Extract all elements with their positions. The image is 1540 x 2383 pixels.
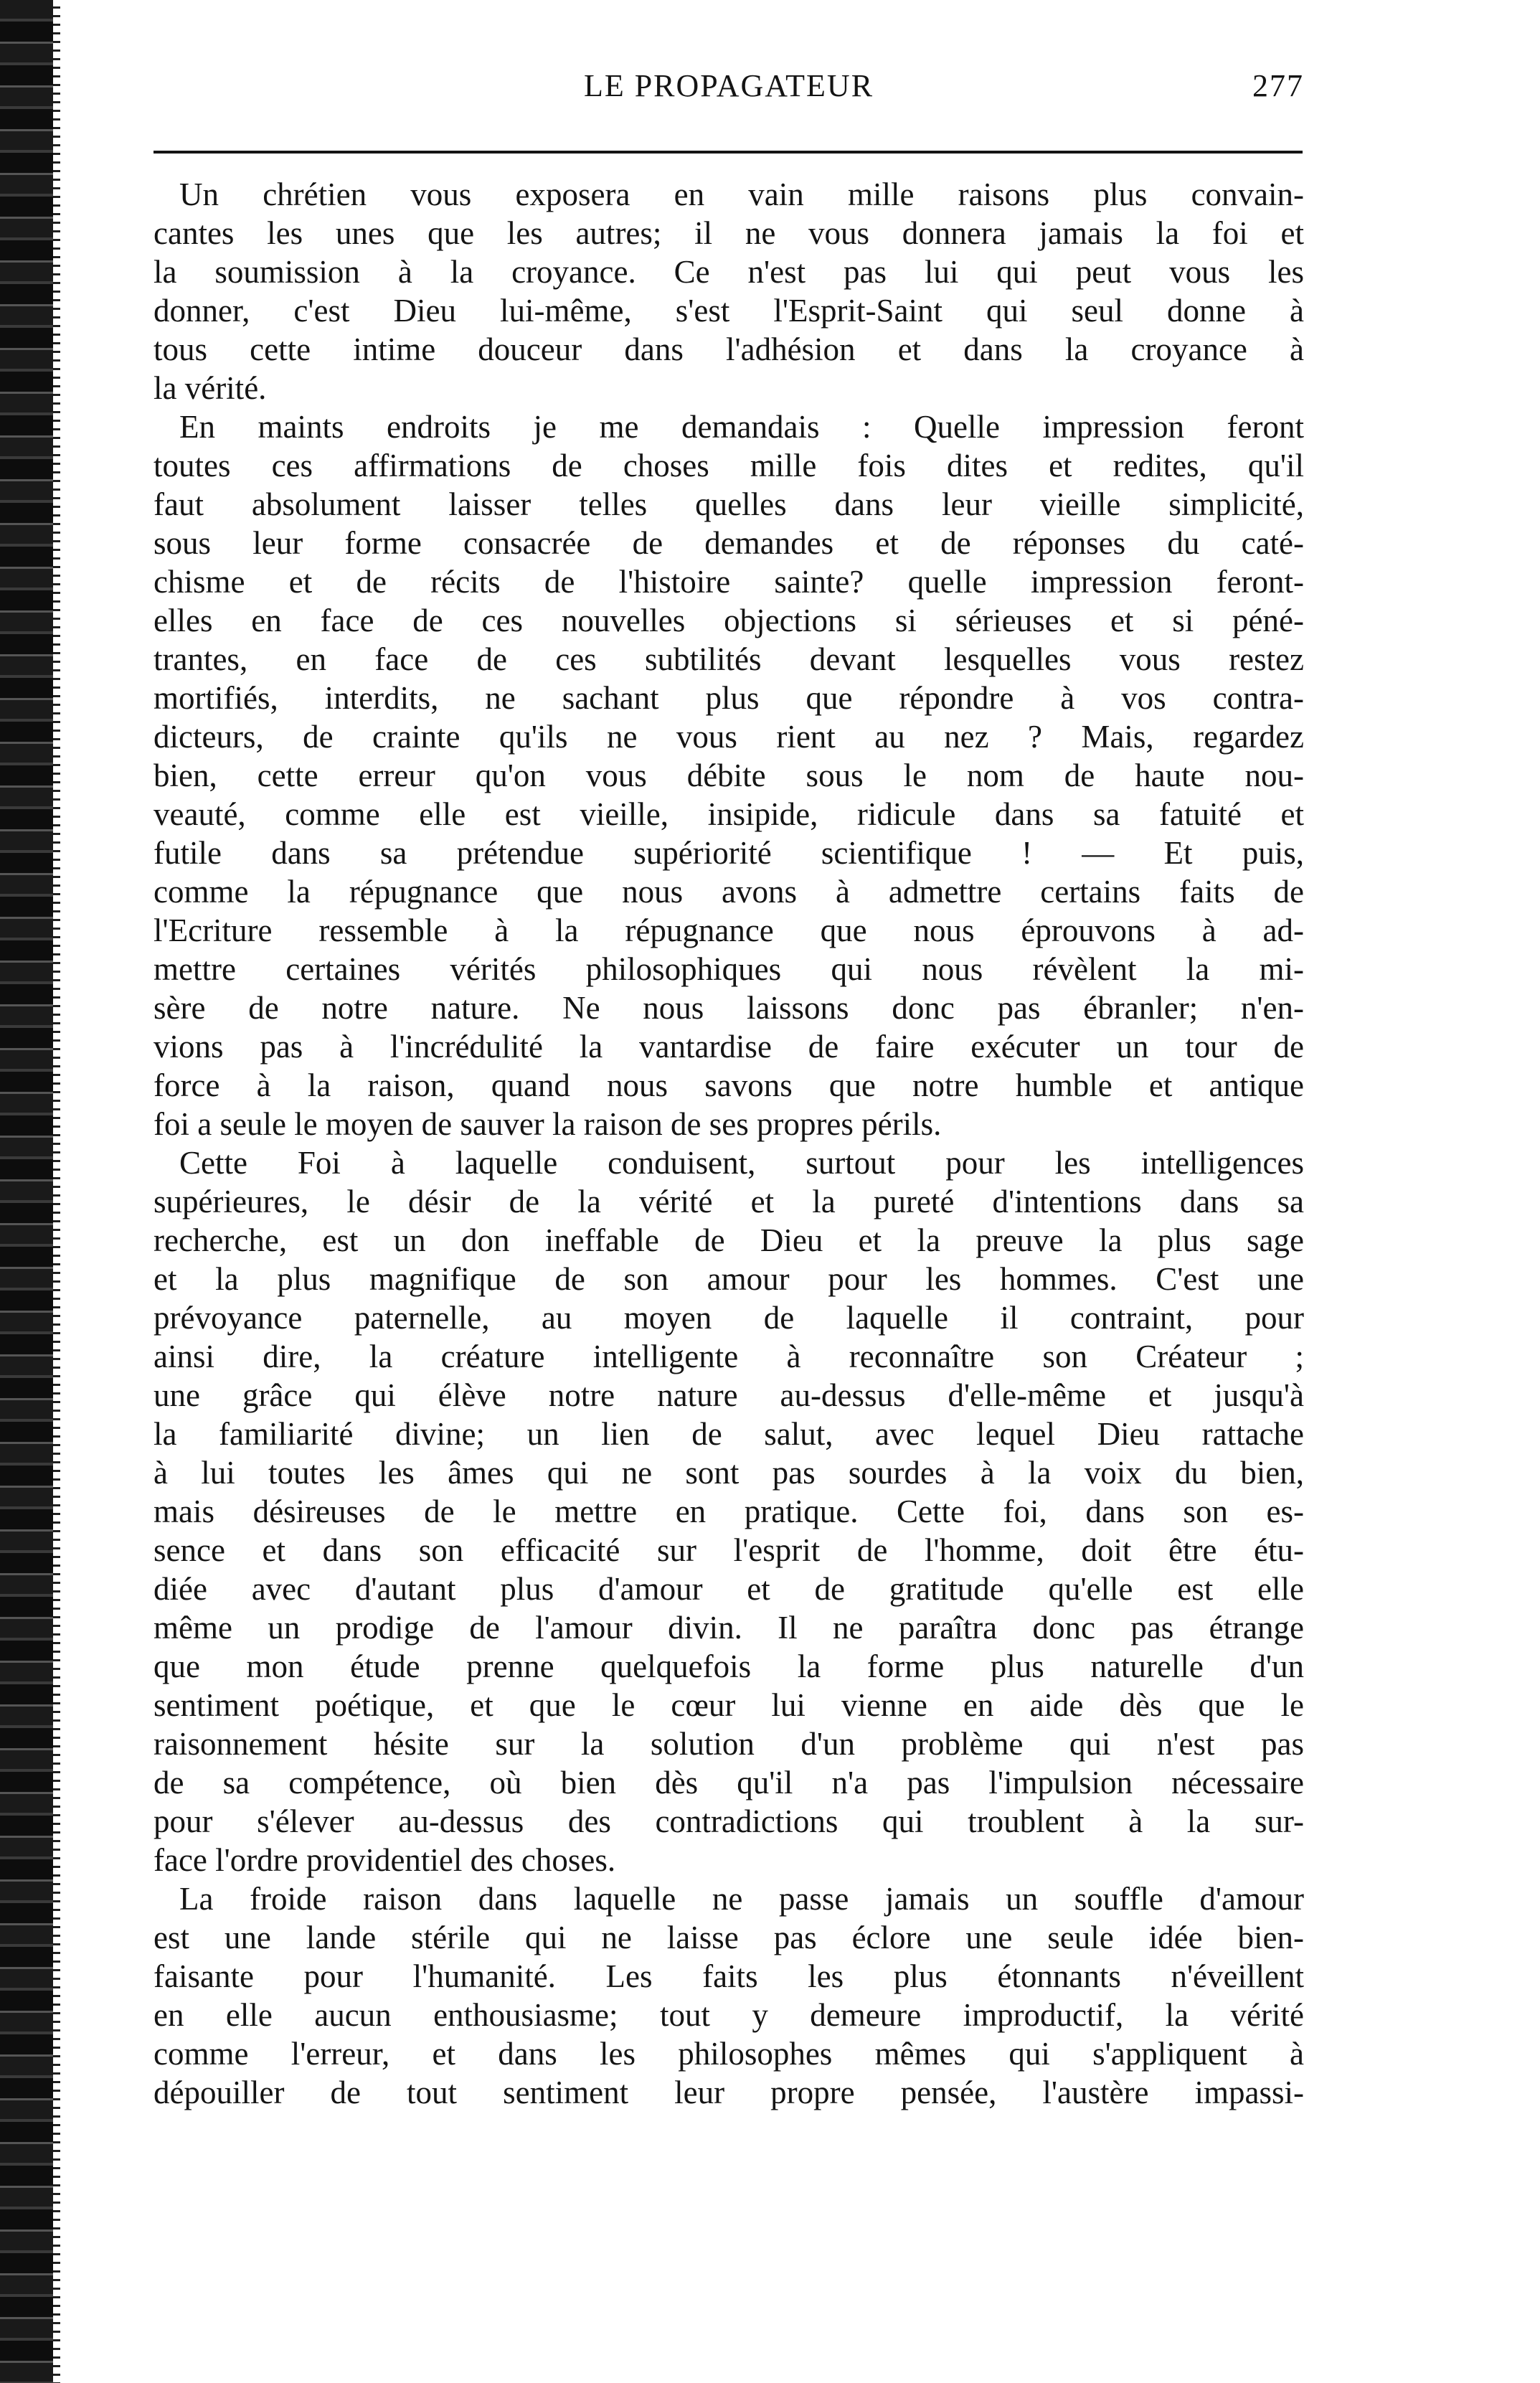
text-line: toutes ces affirmations de choses mille fois dites et redites, qu'il (153, 448, 1304, 483)
text-line: foi a seule le moyen de sauver la raison de ses propres périls. (153, 1106, 942, 1142)
body-text (153, 175, 1304, 2112)
text-line: face l'ordre providentiel des choses. (153, 1842, 616, 1878)
text-line: est une lande stérile qui ne laisse pas éclore une seule idée bien- (153, 1920, 1304, 1955)
text-line: la familiarité divine; un lien de salut, avec lequel Dieu rattache (153, 1416, 1304, 1452)
text-line: La froide raison dans laquelle ne passe jamais un souffle d'amour (179, 1881, 1304, 1917)
paragraph (153, 407, 1304, 1143)
text-line: sentiment poétique, et que le cœur lui vienne en aide dès que le (153, 1687, 1304, 1723)
text-line: elles en face de ces nouvelles objections si sérieuses et si péné- (153, 603, 1304, 638)
text-line: prévoyance paternelle, au moyen de laquelle il contraint, pour (153, 1300, 1304, 1336)
text-line: raisonnement hésite sur la solution d'un problème qui n'est pas (153, 1726, 1304, 1762)
text-line: supérieures, le désir de la vérité et la pureté d'intentions dans sa (153, 1184, 1304, 1219)
text-line: que mon étude prenne quelquefois la forme plus naturelle d'un (153, 1648, 1304, 1684)
text-line: cantes les unes que les autres; il ne vous donnera jamais la foi et (153, 215, 1304, 251)
text-line: chisme et de récits de l'histoire sainte? quelle impression feront- (153, 564, 1304, 600)
text-line: même un prodige de l'amour divin. Il ne paraîtra donc pas étrange (153, 1610, 1304, 1646)
text-line: sère de notre nature. Ne nous laissons donc pas ébranler; n'en- (153, 990, 1304, 1026)
paragraph (153, 175, 1304, 407)
text-line: force à la raison, quand nous savons que notre humble et antique (153, 1067, 1304, 1103)
text-line: sence et dans son efficacité sur l'esprit de l'homme, doit être étu- (153, 1532, 1304, 1568)
running-head (153, 63, 1304, 113)
paragraph (153, 1879, 1304, 2112)
text-line: comme l'erreur, et dans les philosophes mêmes qui s'appliquent à (153, 2036, 1304, 2072)
text-line: l'Ecriture ressemble à la répugnance que nous éprouvons à ad- (153, 912, 1304, 948)
text-line: à lui toutes les âmes qui ne sont pas sourdes à la voix du bien, (153, 1455, 1304, 1491)
text-line: faut absolument laisser telles quelles dans leur vieille simplicité, (153, 486, 1304, 522)
text-line: en elle aucun enthousiasme; tout y demeure improductif, la vérité (153, 1997, 1304, 2033)
text-line: En maints endroits je me demandais : Quelle impression feront (179, 409, 1304, 445)
text-line: bien, cette erreur qu'on vous débite sous le nom de haute nou- (153, 758, 1304, 793)
text-line: une grâce qui élève notre nature au-dessus d'elle-même et jusqu'à (153, 1377, 1304, 1413)
text-line: donner, c'est Dieu lui-même, s'est l'Esprit-Saint qui seul donne à (153, 293, 1304, 329)
text-line: trantes, en face de ces subtilités devant lesquelles vous restez (153, 641, 1304, 677)
text-line: diée avec d'autant plus d'amour et de gratitude qu'elle est elle (153, 1571, 1304, 1607)
text-line: tous cette intime douceur dans l'adhésion et dans la croyance à (153, 331, 1304, 367)
text-line: la soumission à la croyance. Ce n'est pas lui qui peut vous les (153, 254, 1304, 290)
text-line: mettre certaines vérités philosophiques qui nous révèlent la mi- (153, 951, 1304, 987)
text-line: veauté, comme elle est vieille, insipide, ridicule dans sa fatuité et (153, 796, 1304, 832)
page-number: 277 (1252, 68, 1304, 103)
text-line: mais désireuses de le mettre en pratique. Cette foi, dans son es- (153, 1493, 1304, 1529)
header-rule (153, 151, 1303, 154)
running-title: LE PROPAGATEUR (583, 68, 874, 103)
text-line: et la plus magnifique de son amour pour les hommes. C'est une (153, 1261, 1304, 1297)
book-page (153, 63, 1304, 2110)
paragraph (153, 1143, 1304, 1879)
text-line: faisante pour l'humanité. Les faits les plus étonnants n'éveillent (153, 1958, 1304, 1994)
text-line: dépouiller de tout sentiment leur propre pensée, l'austère impassi- (153, 2075, 1304, 2110)
text-line: vions pas à l'incrédulité la vantardise de faire exécuter un tour de (153, 1029, 1304, 1065)
text-line: mortifiés, interdits, ne sachant plus que répondre à vos contra- (153, 680, 1304, 716)
text-line: comme la répugnance que nous avons à admettre certains faits de (153, 874, 1304, 910)
text-line: Un chrétien vous exposera en vain mille raisons plus convain- (179, 176, 1304, 212)
text-line: de sa compétence, où bien dès qu'il n'a pas l'impulsion nécessaire (153, 1765, 1304, 1801)
text-line: dicteurs, de crainte qu'ils ne vous rient au nez ? Mais, regardez (153, 719, 1304, 755)
text-line: futile dans sa prétendue supériorité scientifique ! — Et puis, (153, 835, 1304, 871)
text-line: ainsi dire, la créature intelligente à reconnaître son Créateur ; (153, 1339, 1304, 1374)
text-line: sous leur forme consacrée de demandes et de réponses du caté- (153, 525, 1304, 561)
text-line: Cette Foi à laquelle conduisent, surtout pour les intelligences (179, 1145, 1304, 1181)
binding-edge (0, 0, 56, 2383)
text-line: la vérité. (153, 370, 267, 406)
text-line: recherche, est un don ineffable de Dieu et la preuve la plus sage (153, 1222, 1304, 1258)
text-line: pour s'élever au-dessus des contradictions qui troublent à la sur- (153, 1803, 1304, 1839)
